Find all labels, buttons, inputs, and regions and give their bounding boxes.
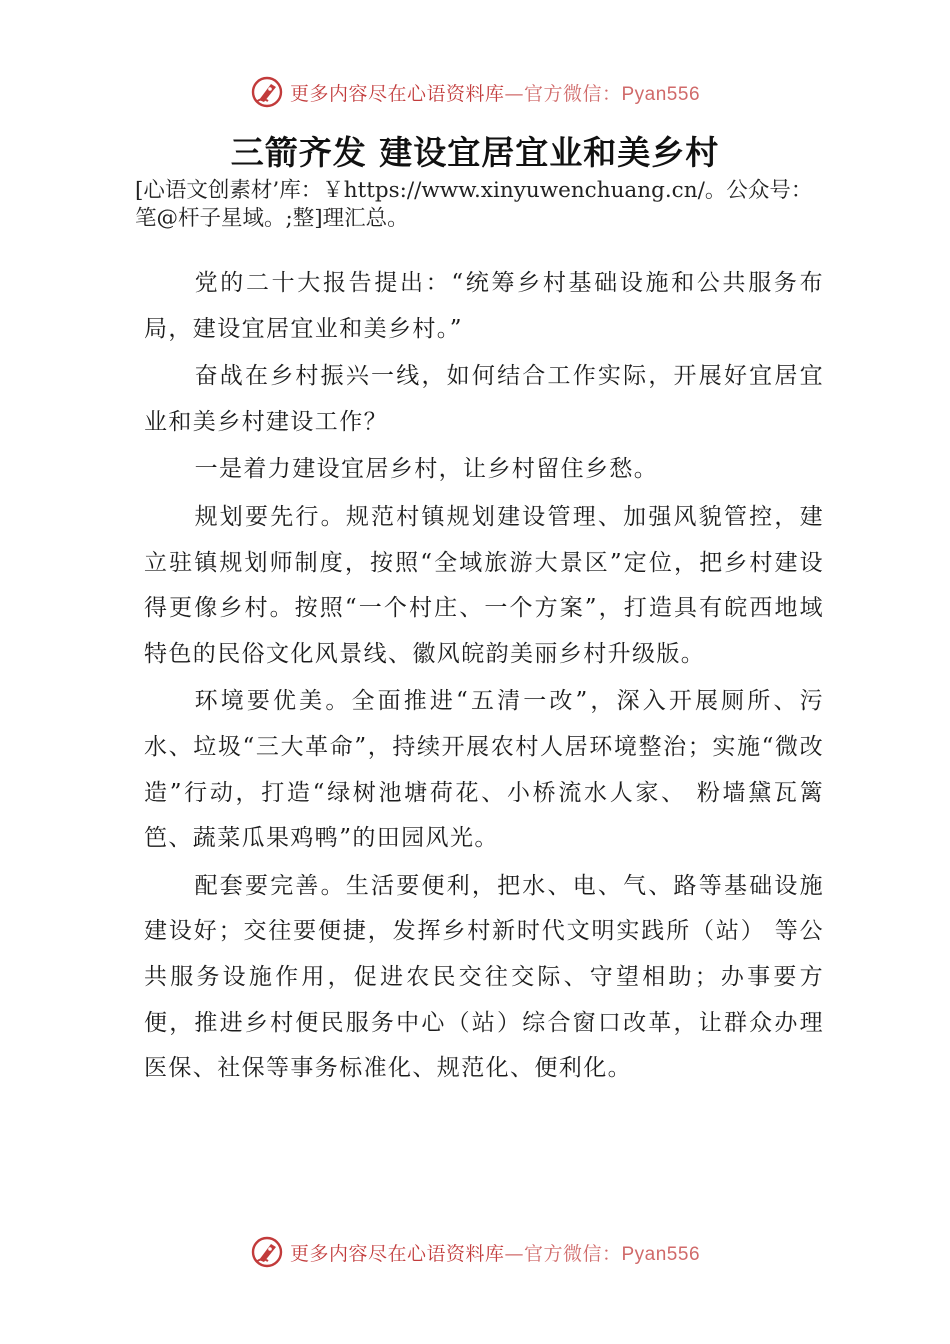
paragraph: 规划要先行。规范村镇规划建设管理、加强风貌管控，建立驻镇规划师制度，按照“全域旅游大景区”定位，把乡村建设得更像乡村。按照“一个村庄、一个方案”，打造具有皖西地域特色的民俗文化风景线、徽风皖韵美丽乡村升级版。 <box>144 503 824 667</box>
banner-main-text: 更多内容尽在心语资料库 <box>289 82 505 105</box>
banner-wechat-id: Pyan556 <box>621 1243 701 1265</box>
banner-dash: — <box>504 82 524 105</box>
pen-nib-logo-icon <box>250 1235 284 1269</box>
banner-text <box>290 79 700 106</box>
header-banner <box>0 72 950 112</box>
banner-dash: — <box>504 1242 524 1265</box>
banner-wechat-label: 官方微信： <box>523 1242 622 1265</box>
banner-text <box>290 1239 700 1266</box>
source-line: [心语文创素材’库：￥https://www.xinyuwenchuang.cn/。公众号：笔@杆子星域。;整]理汇总。 <box>135 178 813 231</box>
document-title: 三箭齐发 建设宜居宜业和美乡村 <box>230 133 720 172</box>
document-body <box>144 261 824 1094</box>
pen-nib-logo-icon <box>250 75 284 109</box>
banner-wechat-label: 官方微信： <box>523 82 622 105</box>
paragraph: 环境要优美。全面推进“五清一改”，深入开展厕所、污水、垃圾“三大革命”，持续开展农村人居环境整治；实施“微改造”行动，打造“绿树池塘荷花、小桥流水人家、 粉墙黛瓦篱笆、蔬菜瓜果鸡鸭”的田园风光。 <box>144 688 824 852</box>
footer-banner <box>0 1232 950 1272</box>
paragraph: 配套要完善。生活要便利，把水、电、气、路等基础设施建设好；交往要便捷，发挥乡村新时代文明实践所（站） 等公共服务设施作用，促进农民交往交际、守望相助；办事要方便，推进乡村便民服务中心（站）综合窗口改革，让群众办理医保、社保等事务标准化、规范化、便利化。 <box>144 872 824 1082</box>
paragraph: 奋战在乡村振兴一线，如何结合工作实际，开展好宜居宜业和美乡村建设工作？ <box>144 363 824 435</box>
paragraph: 党的二十大报告提出：“统筹乡村基础设施和公共服务布局，建设宜居宜业和美乡村。” <box>144 270 824 342</box>
banner-wechat-id: Pyan556 <box>621 83 701 105</box>
paragraph: 一是着力建设宜居乡村，让乡村留住乡愁。 <box>194 456 659 483</box>
banner-main-text: 更多内容尽在心语资料库 <box>289 1242 505 1265</box>
